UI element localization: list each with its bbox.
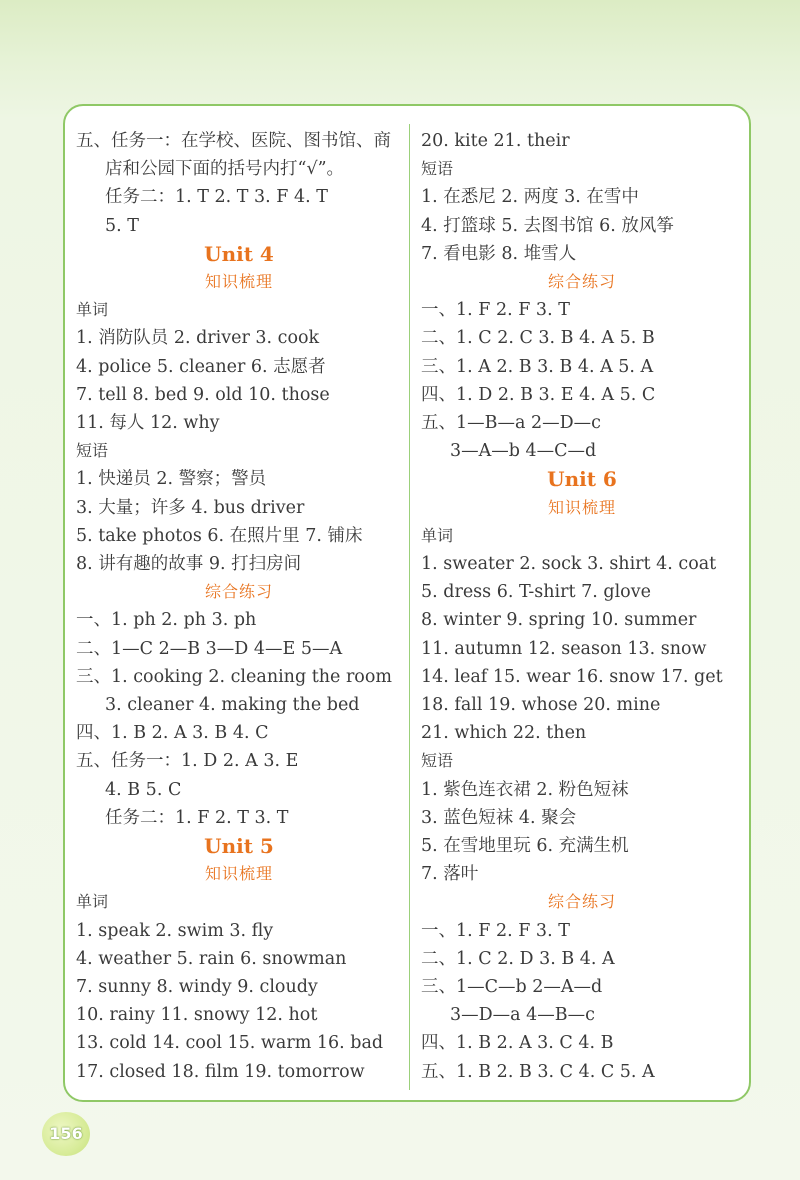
answer-line: 一、1. ph 2. ph 3. ph: [76, 610, 257, 631]
section-heading: 知识梳理: [547, 497, 616, 517]
answer-line: 店和公园下面的括号内打“√”。: [105, 159, 345, 180]
section-heading: 综合练习: [547, 892, 616, 912]
answer-line: 五、任务一：在学校、医院、图书馆、商: [76, 131, 391, 151]
answer-line: 四、1. B 2. A 3. C 4. B: [421, 1033, 614, 1054]
answer-line: 11. autumn 12. season 13. snow: [421, 638, 707, 659]
answer-line: 1. 消防队员 2. driver 3. cook: [76, 328, 320, 349]
answer-line: 7. tell 8. bed 9. old 10. those: [76, 384, 330, 405]
answer-line: 11. 每人 12. why: [76, 413, 220, 433]
page-number: 156: [42, 1112, 90, 1156]
answer-line: 5. take photos 6. 在照片里 7. 铺床: [76, 525, 363, 546]
answer-line: 五、1. B 2. B 3. C 4. C 5. A: [421, 1061, 655, 1082]
answer-line: 4. weather 5. rain 6. snowman: [76, 948, 347, 969]
category-label: 单词: [76, 300, 109, 320]
answer-line: 五、1—B—a 2—D—c: [421, 413, 601, 433]
section-heading: 综合练习: [547, 272, 616, 291]
answer-line: 二、1. C 2. C 3. B 4. A 5. B: [421, 328, 655, 349]
answer-line: 1. 紫色连衣裙 2. 粉色短袜: [421, 779, 629, 800]
answer-line: 1. sweater 2. sock 3. shirt 4. coat: [421, 554, 717, 574]
answer-line: 二、1. C 2. D 3. B 4. A: [421, 948, 615, 969]
answer-line: 三、1. A 2. B 3. B 4. A 5. A: [421, 356, 654, 377]
answer-line: 3. cleaner 4. making the bed: [105, 695, 360, 715]
answer-line: 21. which 22. then: [421, 723, 587, 744]
answer-line: 14. leaf 15. wear 16. snow 17. get: [421, 666, 723, 687]
answer-line: 7. 落叶: [421, 864, 479, 885]
answer-line: 5. dress 6. T-shirt 7. glove: [421, 582, 651, 603]
answer-line: 4. 打篮球 5. 去图书馆 6. 放风筝: [421, 215, 674, 236]
answer-line: 7. sunny 8. windy 9. cloudy: [76, 977, 318, 997]
answer-line: 3. 蓝色短袜 4. 聚会: [421, 807, 577, 828]
answer-line: 四、1. D 2. B 3. E 4. A 5. C: [421, 384, 656, 405]
category-label: 短语: [421, 751, 454, 771]
category-label: 单词: [421, 525, 454, 545]
answer-line: 1. 在悉尼 2. 两度 3. 在雪中: [421, 187, 639, 208]
answer-line: 17. closed 18. film 19. tomorrow: [76, 1061, 365, 1082]
answer-line: 三、1. cooking 2. cleaning the room: [76, 666, 392, 687]
column-divider: [409, 124, 410, 1090]
category-label: 单词: [76, 892, 109, 912]
answer-line: 任务二：1. F 2. T 3. T: [105, 807, 289, 828]
answer-line: 1. speak 2. swim 3. fly: [76, 920, 274, 941]
answer-line: 二、1—C 2—B 3—D 4—E 5—A: [76, 638, 343, 659]
unit-title: Unit 5: [204, 834, 274, 858]
answer-line: 五、任务一：1. D 2. A 3. E: [76, 751, 299, 772]
unit-title: Unit 4: [204, 241, 274, 266]
answer-line: 4. police 5. cleaner 6. 志愿者: [76, 356, 326, 377]
section-heading: 知识梳理: [204, 272, 273, 291]
answer-line: 8. 讲有趣的故事 9. 打扫房间: [76, 554, 302, 574]
section-heading: 综合练习: [204, 582, 273, 602]
answer-line: 1. 快递员 2. 警察；警员: [76, 469, 267, 490]
answer-line: 18. fall 19. whose 20. mine: [421, 695, 661, 715]
answer-line: 3. 大量；许多 4. bus driver: [76, 497, 305, 518]
answer-line: 8. winter 9. spring 10. summer: [421, 610, 697, 631]
answer-line: 3—D—a 4—B—c: [450, 1005, 595, 1026]
answer-line: 4. B 5. C: [105, 779, 182, 800]
answer-line: 5. 在雪地里玩 6. 充满生机: [421, 836, 629, 856]
answer-line: 3—A—b 4—C—d: [450, 441, 597, 462]
unit-title: Unit 6: [547, 467, 617, 492]
answer-line: 20. kite 21. their: [421, 131, 570, 151]
answer-line: 一、1. F 2. F 3. T: [421, 920, 570, 941]
section-heading: 知识梳理: [204, 864, 273, 884]
answer-line: 一、1. F 2. F 3. T: [421, 300, 570, 321]
category-label: 短语: [76, 441, 109, 461]
answer-line: 三、1—C—b 2—A—d: [421, 977, 603, 997]
answer-line: 任务二：1. T 2. T 3. F 4. T: [105, 187, 328, 208]
answer-line: 13. cold 14. cool 15. warm 16. bad: [76, 1033, 384, 1054]
answer-line: 10. rainy 11. snowy 12. hot: [76, 1005, 318, 1026]
category-label: 短语: [421, 159, 454, 179]
answer-line: 四、1. B 2. A 3. B 4. C: [76, 723, 269, 744]
answer-line: 7. 看电影 8. 堆雪人: [421, 243, 577, 264]
answer-line: 5. T: [105, 215, 139, 236]
